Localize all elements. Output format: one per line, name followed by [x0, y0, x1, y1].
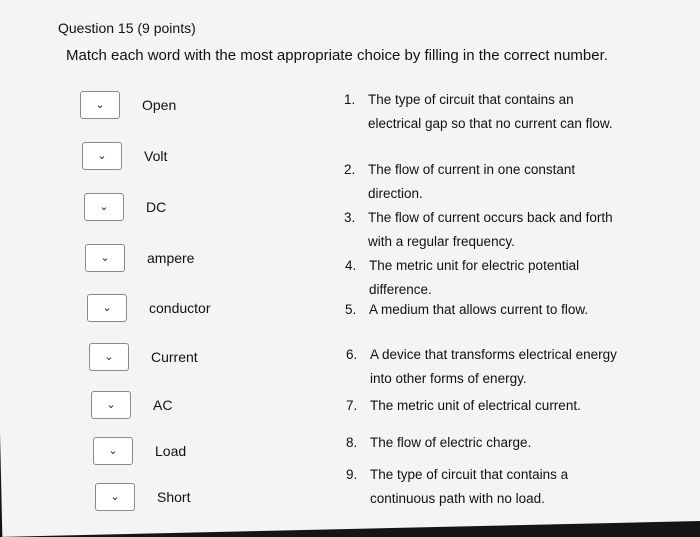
- chevron-down-icon: ⌄: [99, 200, 109, 213]
- choice-item-6: [346, 343, 630, 391]
- answer-dropdown-ac[interactable]: [91, 391, 131, 419]
- match-row-open: [80, 90, 176, 120]
- choice-number: 9.: [346, 467, 358, 482]
- match-row-ac: [91, 390, 172, 420]
- choice-item-2: [344, 158, 628, 206]
- choice-text: The flow of current in one constant direction.: [368, 162, 576, 201]
- answer-dropdown-dc[interactable]: [84, 193, 124, 221]
- match-row-short: [95, 482, 190, 512]
- answer-dropdown-current[interactable]: [89, 343, 129, 371]
- choice-number: 8.: [346, 435, 358, 450]
- choice-item-5: [345, 298, 629, 322]
- match-row-current: [89, 342, 198, 372]
- match-row-conductor: [87, 293, 210, 323]
- match-row-ampere: [85, 243, 194, 273]
- choice-text: A medium that allows current to flow.: [369, 302, 589, 317]
- choice-item-1: [344, 88, 628, 136]
- word-label: conductor: [149, 300, 211, 316]
- choice-number: 5.: [345, 302, 357, 317]
- question-instruction: Match each word with the most appropriate choice by filling in the correct number.: [66, 47, 608, 64]
- choice-item-8: [346, 431, 630, 455]
- chevron-down-icon: ⌄: [95, 98, 105, 111]
- choice-number: 7.: [346, 398, 358, 413]
- chevron-down-icon: ⌄: [100, 251, 110, 264]
- word-label: DC: [146, 199, 167, 215]
- chevron-down-icon: ⌄: [106, 398, 116, 411]
- choice-text: The type of circuit that contains an electrical gap so that no current can flow.: [368, 92, 613, 131]
- choice-number: 2.: [344, 162, 356, 177]
- match-row-volt: [82, 141, 167, 171]
- word-label: ampere: [147, 250, 195, 266]
- answer-dropdown-volt[interactable]: [82, 142, 122, 170]
- chevron-down-icon: ⌄: [108, 444, 118, 457]
- choice-text: The flow of electric charge.: [370, 435, 532, 450]
- choice-number: 6.: [346, 347, 358, 362]
- chevron-down-icon: ⌄: [97, 149, 107, 162]
- choice-text: The metric unit for electric potential difference.: [369, 258, 580, 297]
- answer-dropdown-ampere[interactable]: [85, 244, 125, 272]
- match-row-load: [93, 436, 186, 466]
- choice-number: 4.: [345, 258, 357, 273]
- word-label: Volt: [144, 148, 168, 164]
- choice-text: The metric unit of electrical current.: [370, 398, 581, 413]
- choice-item-9: [346, 463, 630, 511]
- question-title: Question 15 (9 points): [58, 20, 196, 36]
- match-row-dc: [84, 192, 166, 222]
- choice-text: The flow of current occurs back and forth with a regular frequency.: [368, 210, 613, 249]
- choice-number: 3.: [344, 210, 356, 225]
- answer-dropdown-open[interactable]: [80, 91, 120, 119]
- answer-dropdown-conductor[interactable]: [87, 294, 127, 322]
- choice-item-3: [344, 206, 628, 254]
- word-label: AC: [153, 397, 173, 413]
- chevron-down-icon: ⌄: [110, 490, 120, 503]
- chevron-down-icon: ⌄: [102, 301, 112, 314]
- word-label: Open: [142, 97, 177, 113]
- answer-dropdown-short[interactable]: [95, 483, 135, 511]
- choice-item-4: [345, 254, 629, 302]
- chevron-down-icon: ⌄: [104, 350, 114, 363]
- word-label: Short: [157, 489, 191, 505]
- choice-text: A device that transforms electrical energy into other forms of energy.: [370, 347, 617, 386]
- answer-dropdown-load[interactable]: [93, 437, 133, 465]
- word-label: Current: [151, 349, 198, 365]
- choice-text: The type of circuit that contains a continuous path with no load.: [370, 467, 569, 506]
- word-label: Load: [155, 443, 187, 459]
- choice-item-7: [346, 394, 630, 418]
- choice-number: 1.: [344, 92, 356, 107]
